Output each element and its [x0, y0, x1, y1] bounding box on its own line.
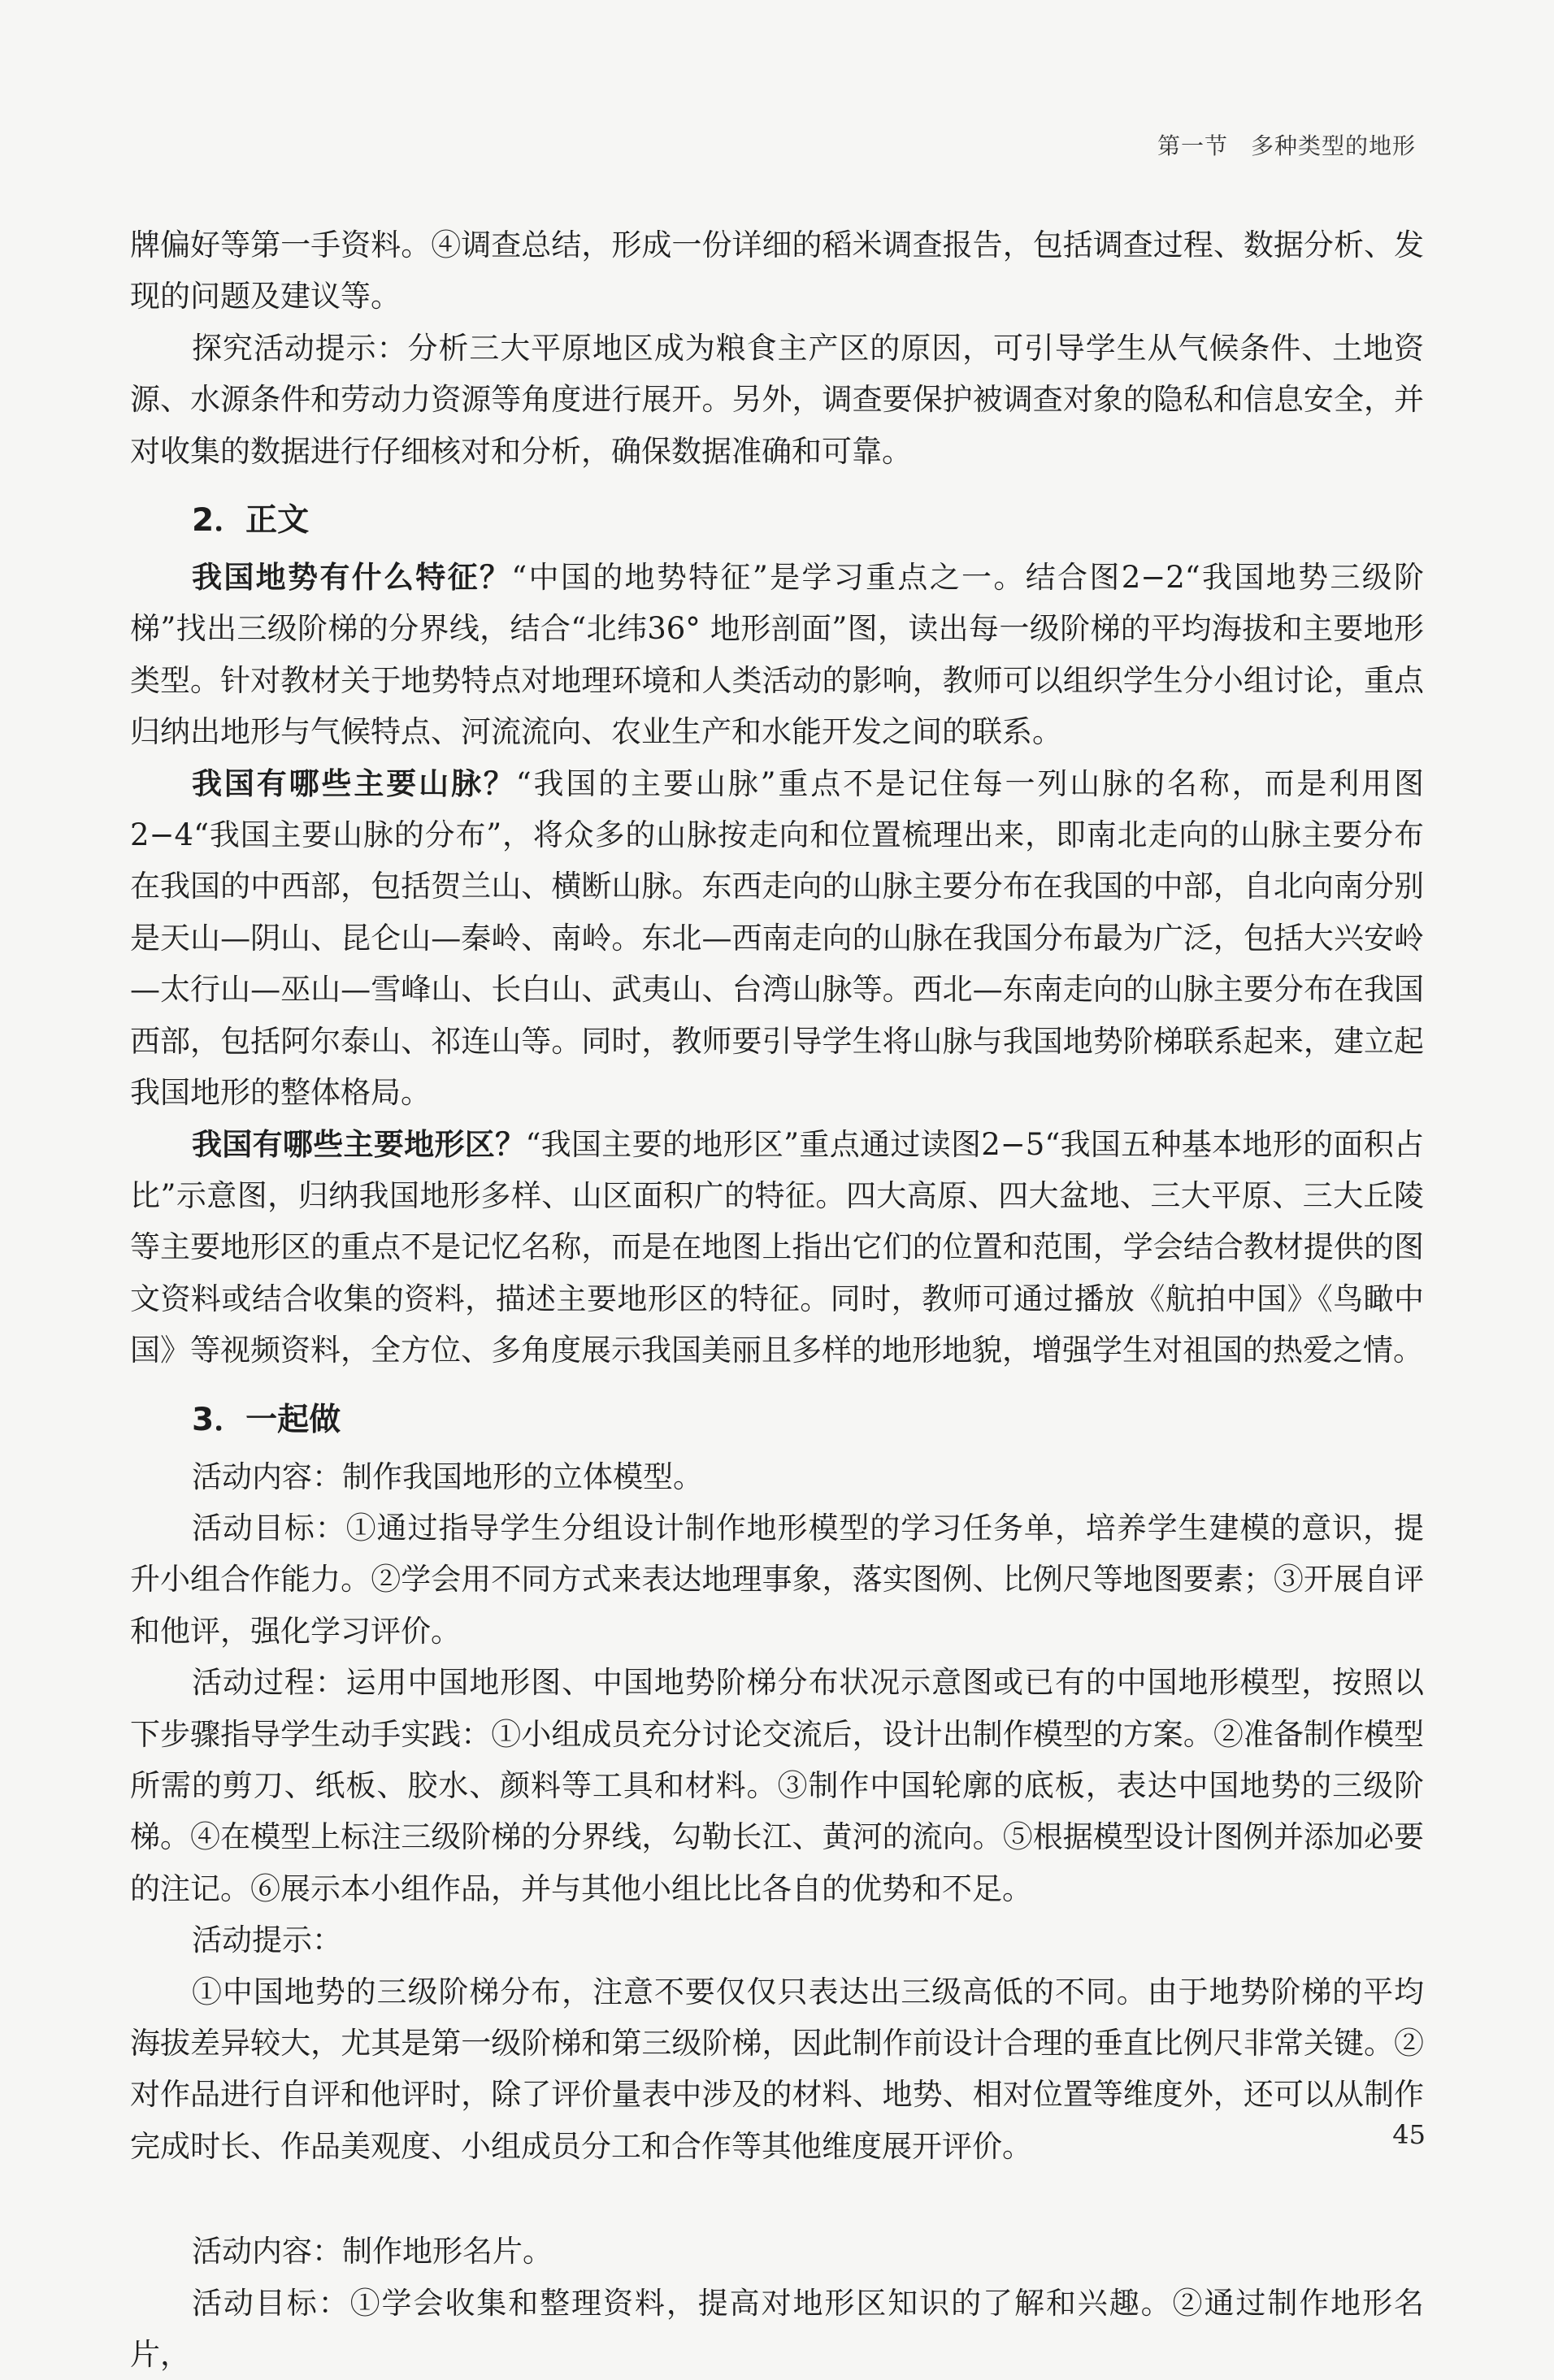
lead-question: 我国有哪些主要山脉？: [192, 765, 516, 801]
running-header: [1157, 128, 1416, 161]
activity-content-2: 活动内容：制作地形名片。: [192, 2234, 553, 2269]
heading-do-together: 3．一起做: [192, 1401, 341, 1438]
activity-goal: 活动目标：①通过指导学生分组设计制作地形模型的学习任务单，培养学生建模的意识，提升小组合作能力。②学会用不同方式来表达地理事象，落实图例、比例尺等地图要素；③开展自评和他评，强化学习评价。: [130, 1510, 1424, 1649]
paragraph-gap: [130, 2172, 1424, 2226]
paragraph-body: “中国的地势特征”是学习重点之一。结合图2−2“我国地势三级阶梯”找出三级阶梯的分界线，结合“北纬36° 地形剖面”图，读出每一级阶梯的平均海拔和主要地形类型。针对教材关于地势特点对地理环境和人类活动的影响，教师可以组织学生分小组讨论，重点归纳出地形与气候特点、河流流向、农业生产和水能开发之间的联系。: [130, 560, 1425, 750]
section-number: 第一节: [1157, 132, 1228, 159]
lead-question: 我国有哪些主要地形区？: [192, 1126, 526, 1162]
body-text: [130, 219, 1424, 2380]
paragraph-inquiry-hint: 探究活动提示：分析三大平原地区成为粮食主产区的原因，可引导学生从气候条件、土地资源、水源条件和劳动力资源等角度进行展开。另外，调查要保护被调查对象的隐私和信息安全，并对收集的数据进行仔细核对和分析，确保数据准确和可靠。: [130, 330, 1424, 469]
activity-goal-2: 活动目标：①学会收集和整理资料，提高对地形区知识的了解和兴趣。②通过制作地形名片，: [130, 2285, 1424, 2373]
activity-hint-label: 活动提示：: [192, 1923, 342, 1958]
paragraph-continuation: 牌偏好等第一手资料。④调查总结，形成一份详细的稻米调查报告，包括调查过程、数据分析、发现的问题及建议等。: [130, 228, 1424, 314]
paragraph-body: “我国的主要山脉”重点不是记住每一列山脉的名称，而是利用图2−4“我国主要山脉的分布”，将众多的山脉按走向和位置梳理出来，即南北走向的山脉主要分布在我国的中西部，包括贺兰山、横断山脉。东西走向的山脉主要分布在我国的中部，自北向南分别是天山—阴山、昆仑山—秦岭、南岭。东北—西南走向的山脉在我国分布最为广泛，包括大兴安岭—太行山—巫山—雪峰山、长白山、武夷山、台湾山脉等。西北—东南走向的山脉主要分布在我国西部，包括阿尔泰山、祁连山等。同时，教师要引导学生将山脉与我国地势阶梯联系起来，建立起我国地形的整体格局。: [130, 765, 1424, 1111]
activity-process: 活动过程：运用中国地形图、中国地势阶梯分布状况示意图或已有的中国地形模型，按照以下步骤指导学生动手实践：①小组成员充分讨论交流后，设计出制作模型的方案。②准备制作模型所需的剪刀、纸板、胶水、颜料等工具和材料。③制作中国轮廓的底板，表达中国地势的三级阶梯。④在模型上标注三级阶梯的分界线，勾勒长江、黄河的流向。⑤根据模型设计图例并添加必要的注记。⑥展示本小组作品，并与其他小组比比各自的优势和不足。: [130, 1665, 1424, 1906]
paragraph-landform-regions: [130, 1119, 1424, 1376]
page-number: 45: [1392, 2119, 1426, 2150]
paragraph-body: “我国主要的地形区”重点通过读图2−5“我国五种基本地形的面积占比”示意图，归纳我国地形多样、山区面积广的特征。四大高原、四大盆地、三大平原、三大丘陵等主要地形区的重点不是记忆名称，而是在地图上指出它们的位置和范围，学会结合教材提供的图文资料或结合收集的资料，描述主要地形区的特征。同时，教师可通过播放《航拍中国》《鸟瞰中国》等视频资料，全方位、多角度展示我国美丽且多样的地形地貌，增强学生对祖国的热爱之情。: [130, 1126, 1425, 1368]
paragraph-mountains: [130, 758, 1424, 1119]
paragraph-terrain-features: [130, 552, 1424, 758]
section-title: 多种类型的地形: [1250, 132, 1416, 159]
activity-hint: ①中国地势的三级阶梯分布，注意不要仅仅只表达出三级高低的不同。由于地势阶梯的平均海拔差异较大，尤其是第一级阶梯和第三级阶梯，因此制作前设计合理的垂直比例尺非常关键。②对作品进行自评和他评时，除了评价量表中涉及的材料、地势、相对位置等维度外，还可以从制作完成时长、作品美观度、小组成员分工和合作等其他维度展开评价。: [130, 1974, 1424, 2164]
lead-question: 我国地势有什么特征？: [192, 560, 512, 596]
heading-main-text: 2．正文: [192, 502, 310, 540]
activity-content: 活动内容：制作我国地形的立体模型。: [192, 1459, 703, 1494]
